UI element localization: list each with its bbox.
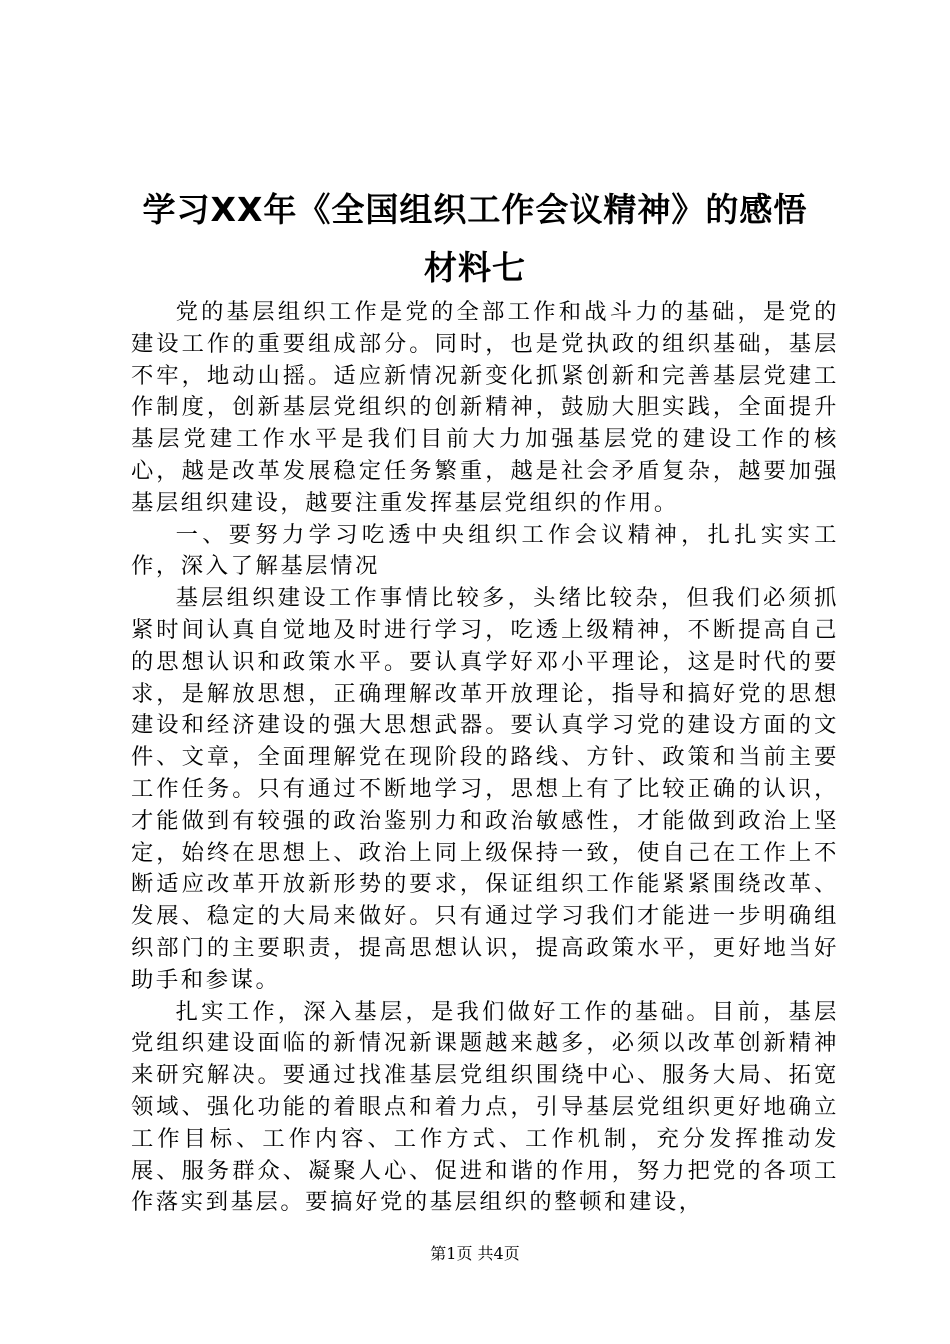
document-title: 学习XX年《全国组织工作会议精神》的感悟 [142,190,808,229]
document-title-continued: 材料七 [424,248,526,287]
paragraph: 基层组织建设工作事情比较多，头绪比较杂，但我们必须抓紧时间认真自觉地及时进行学习，吃透上级精神，不断提高自己的思想认识和政策水平。要认真学好邓小平理论，这是时代的要求，是解放思想，正确理解改革开放理论，指导和搞好党的思想建设和经济建设的强大思想武器。要认真学习党的建设方面的文件、文章，全面理解党在现阶段的路线、方针、政策和当前主要工作任务。只有通过不断地学习，思想上有了比较正确的认识，才能做到有较强的政治鉴别力和政治敏感性，才能做到政治上坚定，始终在思想上、政治上同上级保持一致，使自己在工作上不断适应改革开放新形势的要求，保证组织工作能紧紧围绕改革、发展、稳定的大局来做好。只有通过学习我们才能进一步明确组织部门的主要职责，提高思想认识，提高政策水平，更好地当好助手和参谋。 [131,585,839,993]
document-body [131,297,839,1219]
page-number-footer: 第1页 共4页 [430,1244,520,1263]
section-heading: 一、要努力学习吃透中央组织工作会议精神，扎扎实实工作，深入了解基层情况 [131,521,839,580]
paragraph: 党的基层组织工作是党的全部工作和战斗力的基础，是党的建设工作的重要组成部分。同时，也是党执政的组织基础，基层不牢，地动山摇。适应新情况新变化抓紧创新和完善基层党建工作制度，创新基层党组织的创新精神，鼓励大胆实践，全面提升基层党建工作水平是我们目前大力加强基层党的建设工作的核心，越是改革发展稳定任务繁重，越是社会矛盾复杂，越要加强基层组织建设，越要注重发挥基层党组织的作用。 [131,299,839,516]
paragraph: 扎实工作，深入基层，是我们做好工作的基础。目前，基层党组织建设面临的新情况新课题越来越多，必须以改革创新精神来研究解决。要通过找准基层党组织围绕中心、服务大局、拓宽领域、强化功能的着眼点和着力点，引导基层党组织更好地确立工作目标、工作内容、工作方式、工作机制，充分发挥推动发展、服务群众、凝聚人心、促进和谐的作用，努力把党的各项工作落实到基层。要搞好党的基层组织的整顿和建设， [131,998,839,1216]
